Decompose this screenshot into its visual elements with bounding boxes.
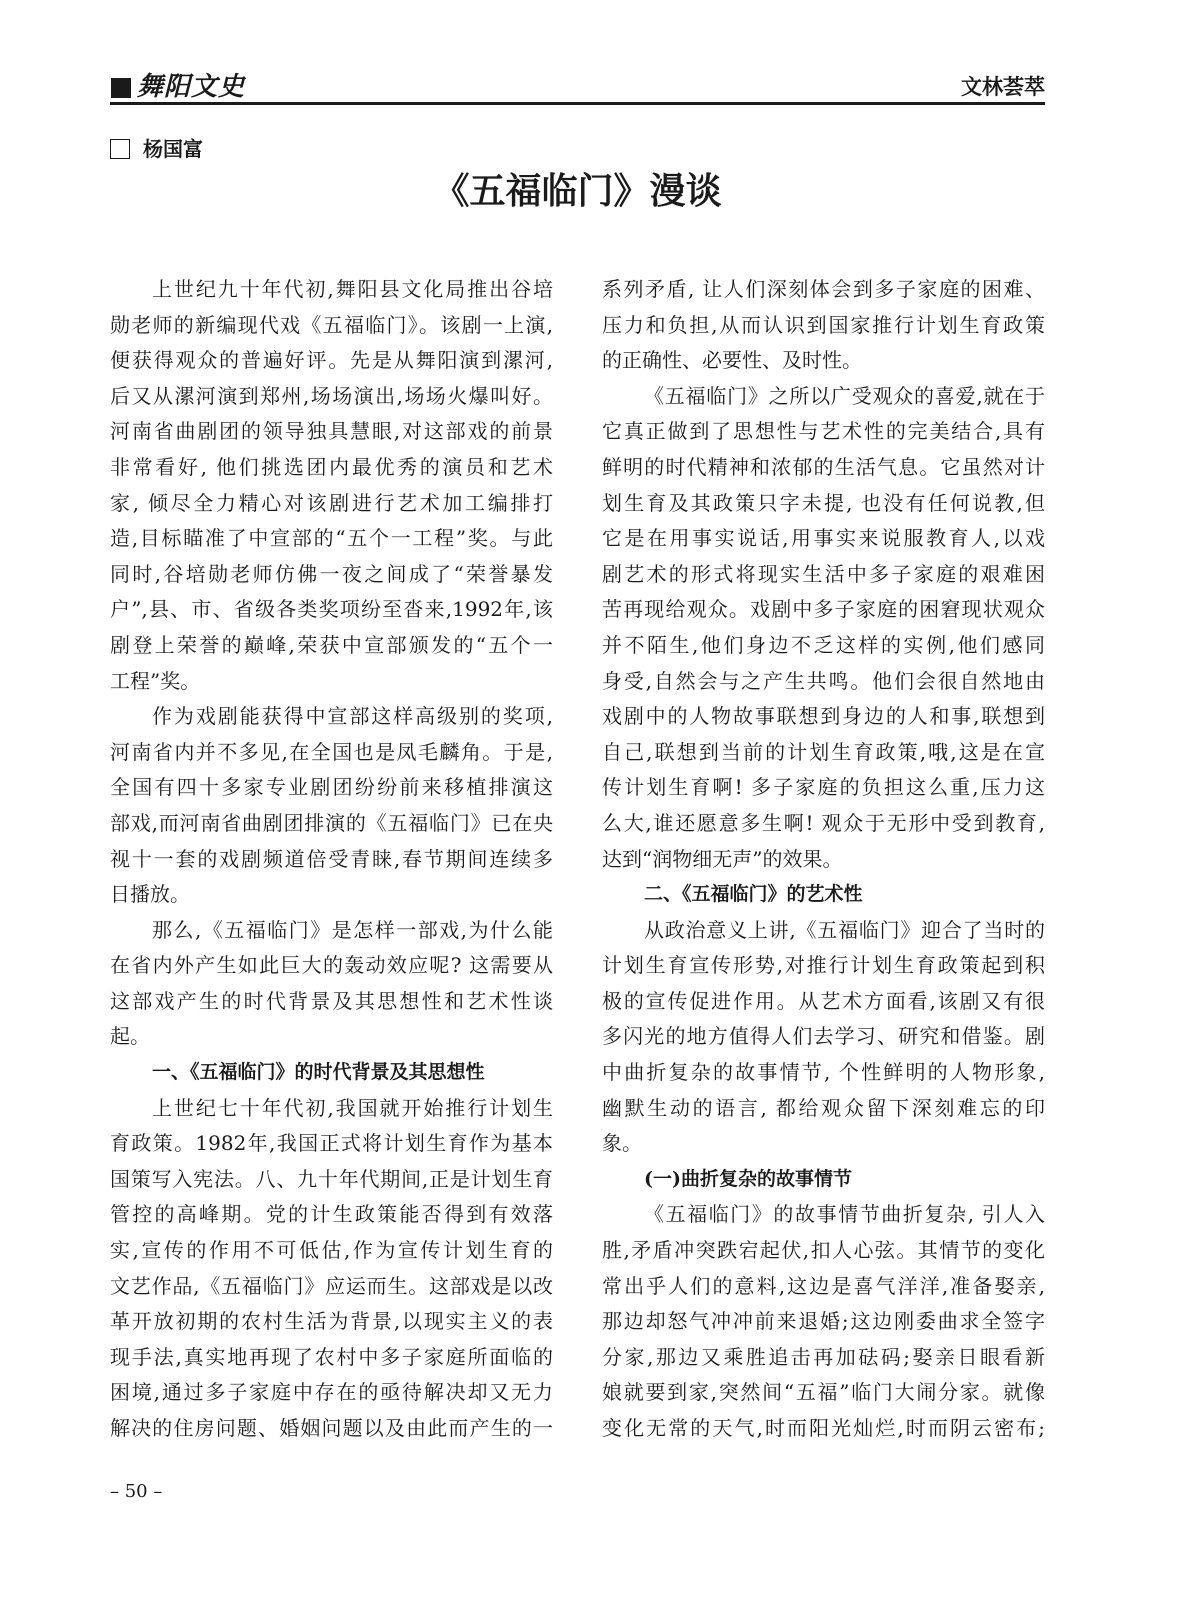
magazine-title: 舞阳文史 <box>137 72 246 102</box>
text-line: 划生育及其政策只字未提, 也没有任何说教,但 <box>602 490 1045 515</box>
section-heading: 二、《五福临门》的艺术性 <box>644 883 863 906</box>
paragraph <box>110 913 553 1055</box>
text-line: 在省内外产生如此巨大的轰动效应呢? 这需要从 <box>110 953 553 978</box>
text-line: 它真正做到了思想性与艺术性的完美结合,具有 <box>602 419 1045 444</box>
text-line: 身受,自然会与之产生共鸣。他们会很自然地由 <box>602 668 1045 693</box>
paragraph <box>110 272 553 699</box>
text-line: 便获得观众的普遍好评。先是从舞阳演到漯河, <box>110 348 553 373</box>
text-line: 剧登上荣誉的巅峰,荣获中宣部颁发的“五个一 <box>110 632 553 657</box>
text-line: 国策写入宪法。八、九十年代期间,正是计划生育 <box>110 1166 553 1191</box>
text-line: 造,目标瞄准了中宣部的“五个一工程”奖。与此 <box>110 526 553 551</box>
text-line: 系列矛盾, 让人们深刻体会到多子家庭的困难、 <box>602 277 1045 301</box>
right-column <box>602 272 1045 1447</box>
text-line: 常出乎人们的意料,这边是喜气洋洋,准备娶亲, <box>602 1273 1045 1298</box>
text-line: 实,宣传的作用不可低估,作为宣传计划生育的 <box>110 1238 553 1263</box>
text-line: 么大,谁还愿意多生啊! 观众于无形中受到教育, <box>602 810 1045 835</box>
text-line: 视十一套的戏剧频道倍受青睐,春节期间连续多 <box>110 846 553 871</box>
text-line: 解决的住房问题、婚姻问题以及由此而产生的一 <box>110 1416 553 1440</box>
text-line: 传计划生育啊! 多子家庭的负担这么重,压力这 <box>602 775 1045 800</box>
outline-square-icon <box>110 139 130 159</box>
header-rule <box>110 102 1045 105</box>
text-line: 它是在用事实说话,用事实来说服教育人,以戏 <box>602 526 1045 551</box>
text-line: 全国有四十多家专业剧团纷纷前来移植排演这 <box>110 775 553 800</box>
text-line: 胜,矛盾冲突跌宕起伏,扣人心弦。其情节的变化 <box>602 1238 1045 1263</box>
text-line: 的正确性、必要性、及时性。 <box>602 348 862 373</box>
left-column <box>110 272 553 1447</box>
page-number: – 50 – <box>110 1481 163 1502</box>
article-title: 《五福临门》漫谈 <box>433 171 722 212</box>
text-line: 管控的高峰期。党的计生政策能否得到有效落 <box>110 1202 553 1227</box>
text-line: 日播放。 <box>110 882 190 907</box>
paragraph <box>110 1091 553 1447</box>
text-line: 革开放初期的农村生活为背景,以现实主义的表 <box>110 1309 553 1334</box>
paragraph <box>602 913 1045 1162</box>
text-line: 困境,通过多子家庭中存在的亟待解决却又无力 <box>110 1380 553 1405</box>
subsection-heading: (一)曲折复杂的故事情节 <box>644 1167 852 1190</box>
text-line: 河南省曲剧团的领导独具慧眼,对这部戏的前景 <box>110 419 553 444</box>
text-line: 从政治意义上讲,《五福临门》迎合了当时的 <box>644 917 1045 942</box>
author-name: 杨国富 <box>143 137 203 161</box>
paragraph <box>602 272 1045 379</box>
text-line: 极的宣传促进作用。从艺术方面看,该剧又有很 <box>602 988 1045 1013</box>
text-line: 中曲折复杂的故事情节, 个性鲜明的人物形象, <box>602 1060 1045 1085</box>
text-line: 戏剧中的人物故事联想到身边的人和事,联想到 <box>602 704 1045 729</box>
text-line: 多闪光的地方值得人们去学习、研究和借鉴。剧 <box>602 1024 1045 1049</box>
text-line: 象。 <box>602 1131 642 1156</box>
text-line: 鲜明的时代精神和浓郁的生活气息。它虽然对计 <box>602 454 1045 479</box>
paragraph <box>602 1197 1045 1446</box>
text-line: 户”,县、市、省级各类奖项纷至沓来,1992年,该 <box>110 597 553 622</box>
text-line: 压力和负担,从而认识到国家推行计划生育政策 <box>602 312 1045 337</box>
text-line: 育政策。1982年,我国正式将计划生育作为基本 <box>110 1131 553 1156</box>
text-line: 娘就要到家,突然间“五福”临门大闹分家。就像 <box>602 1380 1045 1405</box>
black-square-icon <box>111 78 131 98</box>
text-line: 起。 <box>110 1024 150 1049</box>
text-line: 变化无常的天气,时而阳光灿烂,时而阴云密布; <box>602 1416 1045 1440</box>
text-line: 《五福临门》之所以广受观众的喜爱,就在于 <box>644 383 1045 408</box>
text-line: 文艺作品,《五福临门》应运而生。这部戏是以改 <box>110 1273 553 1298</box>
text-line: 现手法,真实地再现了农村中多子家庭所面临的 <box>110 1344 553 1369</box>
text-line: 分家,那边又乘胜追击再加砝码;娶亲日眼看新 <box>602 1344 1045 1369</box>
text-line: 那么,《五福临门》是怎样一部戏,为什么能 <box>152 917 553 942</box>
text-line: 苦再现给观众。戏剧中多子家庭的困窘现状观众 <box>602 597 1045 622</box>
paragraph <box>602 379 1045 877</box>
text-line: 幽默生动的语言, 都给观众留下深刻难忘的印 <box>602 1095 1045 1120</box>
text-line: 达到“润物细无声”的效果。 <box>602 846 843 871</box>
text-line: 工程”奖。 <box>110 668 201 693</box>
text-line: 勋老师的新编现代戏《五福临门》。该剧一上演, <box>110 312 553 337</box>
paragraph <box>110 699 553 913</box>
text-line: 剧艺术的形式将现实生活中多子家庭的艰难困 <box>602 561 1045 586</box>
text-line: 非常看好, 他们挑选团内最优秀的演员和艺术 <box>110 454 553 479</box>
text-line: 上世纪九十年代初,舞阳县文化局推出谷培 <box>152 277 553 301</box>
text-line: 作为戏剧能获得中宣部这样高级别的奖项, <box>152 704 553 729</box>
text-line: 家, 倾尽全力精心对该剧进行艺术加工编排打 <box>110 490 553 515</box>
text-line: 河南省内并不多见,在全国也是凤毛麟角。于是, <box>110 739 553 764</box>
text-line: 自己,联想到当前的计划生育政策,哦,这是在宣 <box>602 739 1045 764</box>
text-line: 上世纪七十年代初,我国就开始推行计划生 <box>152 1095 553 1120</box>
text-line: 《五福临门》的故事情节曲折复杂, 引人入 <box>644 1202 1045 1227</box>
text-line: 同时,谷培勋老师仿佛一夜之间成了“荣誉暴发 <box>110 561 553 586</box>
text-line: 后又从漯河演到郑州,场场演出,场场火爆叫好。 <box>110 383 553 408</box>
text-line: 这部戏产生的时代背景及其思想性和艺术性谈 <box>110 988 553 1013</box>
text-line: 那边却怒气冲冲前来退婚;这边刚委曲求全签字 <box>602 1309 1045 1334</box>
text-line: 并不陌生,他们身边不乏这样的实例,他们感同 <box>602 632 1045 657</box>
text-line: 计划生育宣传形势,对推行计划生育政策起到积 <box>602 953 1045 978</box>
text-line: 部戏,而河南省曲剧团排演的《五福临门》已在央 <box>110 810 553 835</box>
section-heading: 一、《五福临门》的时代背景及其思想性 <box>152 1061 485 1084</box>
section-title: 文林荟萃 <box>961 75 1045 99</box>
